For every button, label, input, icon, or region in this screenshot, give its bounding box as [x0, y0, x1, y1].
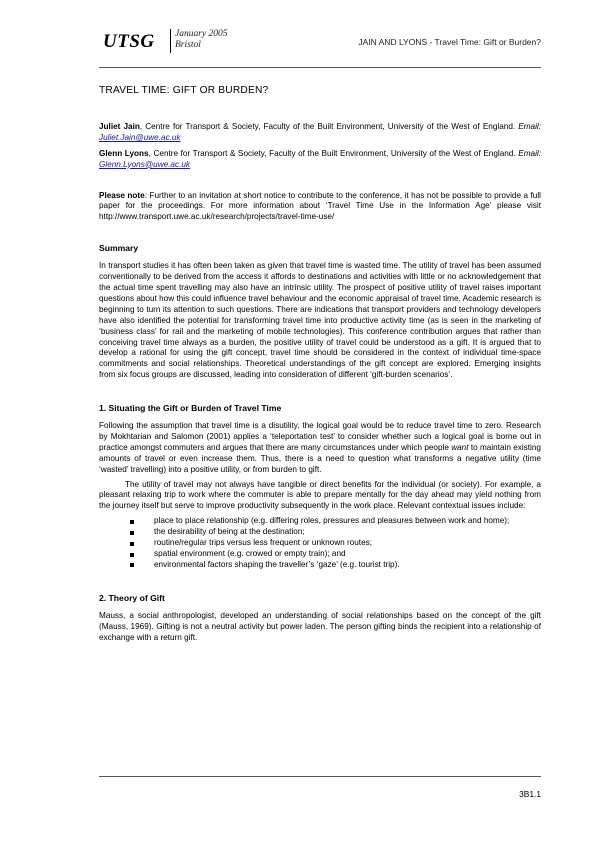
list-item: routine/regular trips versus less frequent or unknown routes;: [143, 538, 541, 549]
section-2-text: Mauss, a social anthropologist, developed an understanding of social relationships based on the concept of the gift (Mauss, 1969). Gifting is not a neutral activity but power laden. The person gifting binds the recipient into a relationship of exchange with a return gift.: [99, 610, 541, 642]
author-2-affiliation: , Centre for Transport & Society, Faculty of the Built Environment, University of the West of England.: [148, 148, 519, 158]
section-2-heading: 2. Theory of Gift: [99, 592, 165, 603]
author-2-email-link[interactable]: Glenn.Lyons@uwe.ac.uk: [99, 159, 190, 169]
contextual-issues-list: [99, 516, 541, 571]
section-1-paragraph-1: [99, 421, 541, 476]
please-note-label: Please note: [99, 190, 145, 200]
please-note-text: : Further to an invitation at short notice to contribute to the conference, it has not be possible to provide a full paper for the proceedings. For more information about ‘Travel Time Use in the Information Age’ please visit http://www.transport.uwe.ac.uk/research/projects/travel-time-use/: [99, 190, 541, 222]
footer-rule: [99, 776, 541, 777]
paper-title: TRAVEL TIME: GIFT OR BURDEN?: [99, 85, 269, 96]
paper-body: [99, 86, 541, 643]
list-item: the desirability of being at the destination;: [143, 527, 541, 538]
section-1-p1-emphasis: want: [451, 442, 469, 452]
author-1-affiliation: , Centre for Transport & Society, Faculty of the Built Environment, University of the West of England.: [139, 121, 519, 131]
conference-location: Bristol: [175, 40, 201, 50]
running-title: JAIN AND LYONS - Travel Time: Gift or Burden?: [358, 37, 541, 47]
list-item: environmental factors shaping the traveller’s ‘gaze’ (e.g. tourist trip).: [143, 560, 541, 571]
section-1-heading: 1. Situating the Gift or Burden of Travel Time: [99, 403, 282, 414]
section-1-p1-part-a: Following the assumption that travel time is a disutility, the logical goal would be to reduce travel time to zero. Research by Mokhtarian and Salomon (2001) applies a ‘teleportation test’ to consider whether such a logical goal is borne out in practice amongst commuters and argues that there are many circumstances under which people: [99, 421, 541, 452]
conference-date-month: January 2005: [175, 29, 228, 39]
please-note: [99, 191, 541, 224]
section-1-p1-part-b: to maintain existing amounts of travel or even increase them. Thus, there is a need to question what transforms a negative utility (time ‘wasted’ travelling) into a positive utility, or from burden to gift.: [99, 442, 541, 474]
list-item: place to place relationship (e.g. differing roles, pressures and pleasures between work and home);: [143, 516, 541, 527]
page-number: 3B1.1: [519, 789, 541, 799]
utsg-logo: UTSG: [103, 31, 155, 52]
header-rule: [99, 67, 541, 68]
author-1-email-link[interactable]: Juliet.Jain@uwe.ac.uk: [99, 132, 181, 142]
summary-text: In transport studies it has often been taken as given that travel time is wasted time. The utility of travel has been assumed conventionally to be derived from the access it affords to destinations and activities with little or no acknowledgement that the actual time spent travelling may also have an intrinsic utility. The prospect of positive utility of travel raises important questions about how this could influence travel behaviour and the economic appraisal of travel time. Academic research is beginning to turn its attention to such questions. There are indications that transport providers and technology developers have also identified the potential for transforming travel time into productive activity time (as is seen in the marketing of ‘business class’ for rail and the marketing of mobile technologies). This conference contribution argues that rather than conceiving travel time always as a burden, the positive utility of travel could be understood as a gift. It is argued that to develop a rational for using the gift concept, travel time should be considered in the context of individual time-space commitments and social relationships. Theoretical understandings of the gift concept are explored. Emerging insights from six focus groups are discussed, leading into consideration of different ‘gift-burden scenarios’.: [99, 261, 541, 380]
author-1-email-label: Email:: [518, 121, 542, 131]
summary-heading: Summary: [99, 243, 139, 254]
section-1-paragraph-2: The utility of travel may not always have tangible or direct benefits for the individual (or society). For example, a pleasant relaxing trip to work where the commuter is able to prepare mentally for the day ahead may yield nothing from the journey itself but serve to improve productivity subsequently in the work place. Relevant contextual issues include:: [99, 479, 541, 511]
author-2-email-label: Email:: [518, 148, 542, 158]
author-2: [99, 149, 541, 171]
header-divider: [170, 29, 171, 53]
author-2-name: Glenn Lyons: [99, 148, 149, 158]
author-1-name: Juliet Jain: [99, 121, 140, 131]
page-header: [99, 26, 541, 64]
list-item: spatial environment (e.g. crowed or empty train); and: [143, 549, 541, 560]
author-1: [99, 122, 541, 144]
conference-date: [175, 29, 228, 51]
